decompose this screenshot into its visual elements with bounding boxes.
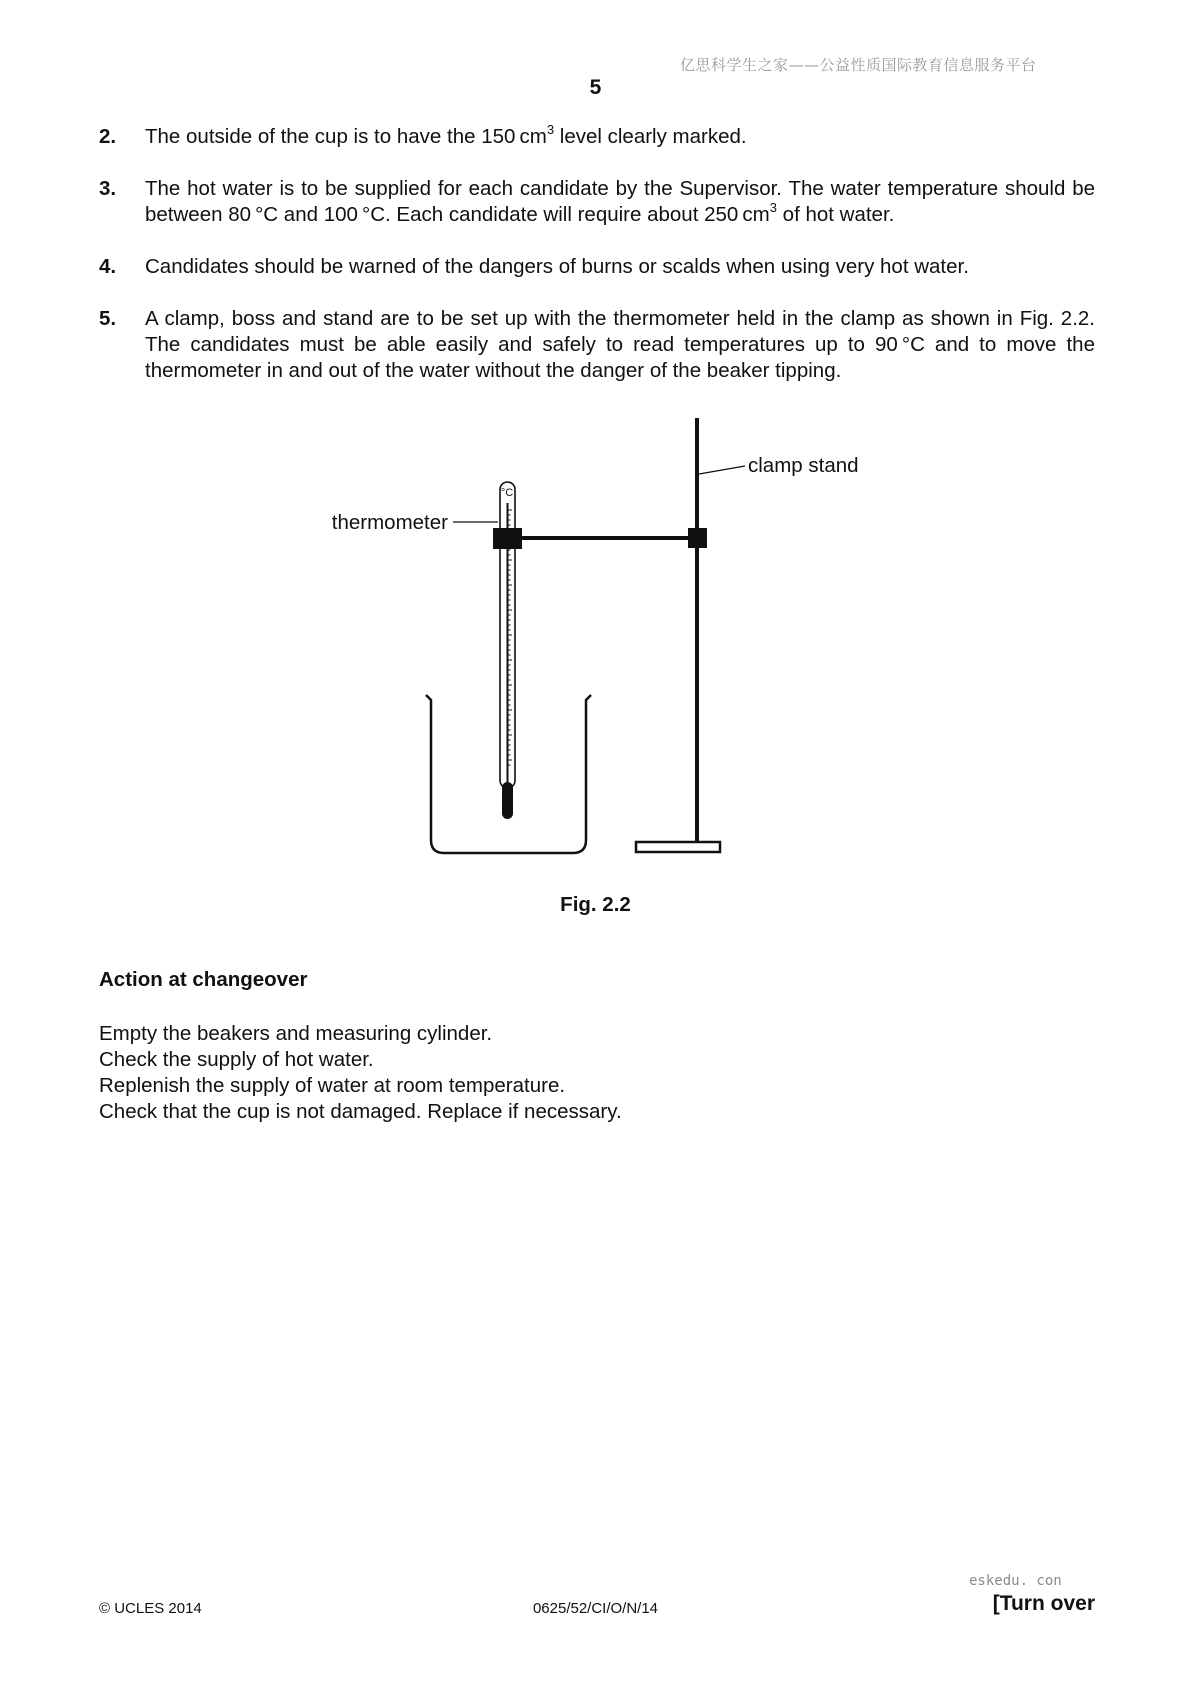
scale-unit-label: °C — [500, 487, 514, 499]
clamp-jaw — [493, 528, 522, 549]
action-line: Check the supply of hot water. — [99, 1048, 374, 1071]
instruction-item-5 — [99, 306, 1095, 384]
action-line: Check that the cup is not damaged. Replace if necessary. — [99, 1100, 622, 1123]
clamp-stand-label-group — [699, 454, 859, 477]
action-line: Empty the beakers and measuring cylinder. — [99, 1022, 493, 1045]
page-number: 5 — [589, 76, 602, 99]
instruction-item-3 — [99, 176, 1095, 228]
item-text: The hot water is to be supplied for each candidate by the Supervisor. The water temperature should be between 80 °C and 100 °C. Each candidate will require about 250 $cm^3$ of hot water. — [145, 177, 1095, 226]
clamp-stand — [505, 418, 720, 852]
instruction-item-4 — [99, 254, 1095, 280]
item-text: A clamp, boss and stand are to be set up with the thermometer held in the clamp as shown in Fig. 2.2. The candidates must be able easily and safely to read temperatures up to 90 °C and to move the thermometer in and out of the water without the danger of the beaker tipping. — [145, 307, 1095, 382]
turn-over-label: [Turn over — [992, 1592, 1095, 1615]
header-watermark: 亿思科学生之家——公益性质国际教育信息服务平台 — [680, 56, 1037, 74]
item-number: 5. — [99, 307, 117, 330]
apparatus-diagram — [0, 400, 1191, 880]
item-text: Candidates should be warned of the dangers of burns or scalds when using very hot water. — [145, 255, 969, 278]
instruction-item-2 — [99, 124, 1095, 150]
footer-watermark: eskedu. con — [969, 1573, 1062, 1589]
footer-copyright: © UCLES 2014 — [99, 1600, 202, 1617]
clamp-stand-label: clamp stand — [748, 454, 859, 477]
figure-caption: Fig. 2.2 — [560, 893, 631, 916]
item-number: 4. — [99, 255, 117, 278]
action-line: Replenish the supply of water at room temperature. — [99, 1074, 566, 1097]
boss-block — [688, 528, 707, 548]
item-number: 3. — [99, 177, 117, 200]
footer-code: 0625/52/CI/O/N/14 — [532, 1600, 659, 1617]
section-heading: Action at changeover — [99, 968, 308, 991]
thermometer-label: thermometer — [331, 511, 448, 534]
item-text: The outside of the cup is to have the 150 $cm^3$ level clearly marked. — [145, 122, 747, 148]
thermometer-label-group — [332, 511, 498, 534]
item-number: 2. — [99, 125, 117, 148]
changeover-actions — [99, 1021, 622, 1125]
